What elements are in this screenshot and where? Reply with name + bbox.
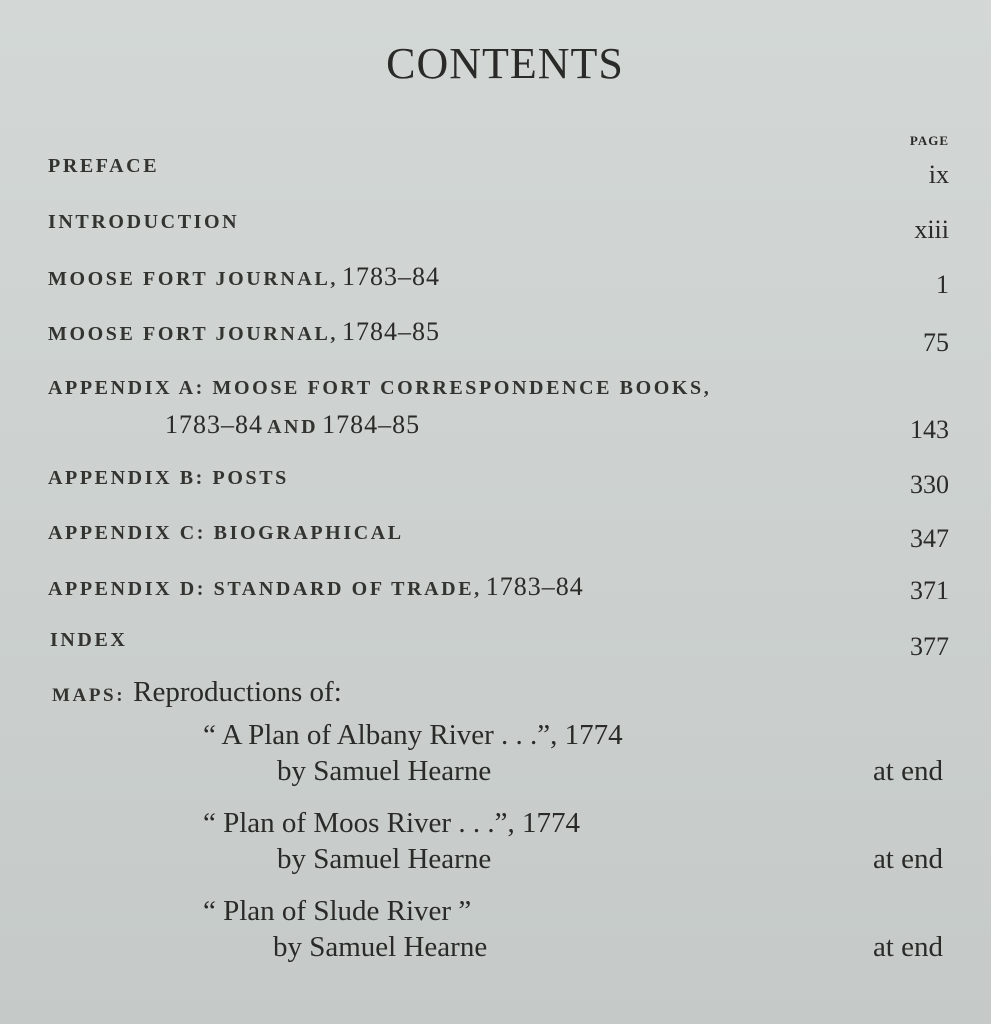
toc-page-appendix-b: 330 <box>910 470 949 499</box>
toc-entry-years: 1783–84 <box>165 410 263 439</box>
toc-entry-years: 1783–84 <box>342 262 441 291</box>
map-title-moos: “ Plan of Moos River . . .”, 1774 <box>203 807 580 839</box>
toc-entry-label: APPENDIX D: STANDARD OF TRADE, <box>48 578 482 600</box>
maps-heading <box>52 676 342 709</box>
toc-page-journal-1784: 75 <box>923 328 949 357</box>
toc-entry-index: INDEX <box>50 629 128 651</box>
map-location-moos: at end <box>872 843 943 875</box>
toc-page-appendix-c: 347 <box>910 524 949 553</box>
map-location-albany: at end <box>872 755 943 787</box>
page-column-header: PAGE <box>909 133 949 148</box>
toc-entry-introduction: INTRODUCTION <box>48 211 240 233</box>
toc-page-introduction: xiii <box>914 215 949 244</box>
toc-page-journal-1783: 1 <box>936 270 949 299</box>
toc-entry-journal-1784 <box>48 317 440 347</box>
toc-entry-appendix-a: APPENDIX A: MOOSE FORT CORRESPONDENCE BOOKS, <box>48 377 712 399</box>
maps-label: MAPS: <box>52 685 126 706</box>
toc-page-appendix-d: 371 <box>910 576 949 605</box>
map-title-slude: “ Plan of Slude River ” <box>203 895 472 927</box>
map-author-albany: by Samuel Hearne <box>277 755 492 787</box>
toc-entry-years: 1784–85 <box>342 317 441 346</box>
map-title-albany: “ A Plan of Albany River . . .”, 1774 <box>203 719 623 751</box>
toc-page-appendix-a: 143 <box>910 415 949 444</box>
page-title: CONTENTS <box>386 39 624 88</box>
map-author-moos: by Samuel Hearne <box>277 843 492 875</box>
toc-entry-and: AND <box>267 416 319 438</box>
toc-page-index: 377 <box>910 632 949 661</box>
toc-page-preface: ix <box>928 160 949 189</box>
toc-entry-preface: PREFACE <box>48 155 160 177</box>
toc-entry-label: MOOSE FORT JOURNAL, <box>48 268 339 290</box>
toc-entry-appendix-d <box>48 572 584 602</box>
toc-entry-appendix-b: APPENDIX B: POSTS <box>48 467 289 489</box>
toc-entry-journal-1783 <box>48 262 440 292</box>
toc-entry-years: 1783–84 <box>485 572 584 601</box>
map-author-slude: by Samuel Hearne <box>273 931 488 963</box>
toc-entry-years: 1784–85 <box>322 410 421 439</box>
toc-entry-label: MOOSE FORT JOURNAL, <box>48 323 339 345</box>
toc-entry-appendix-c: APPENDIX C: BIOGRAPHICAL <box>48 522 404 544</box>
toc-entry-appendix-a-line2 <box>165 410 420 440</box>
maps-intro: Reproductions of: <box>133 676 342 708</box>
map-location-slude: at end <box>872 931 943 963</box>
